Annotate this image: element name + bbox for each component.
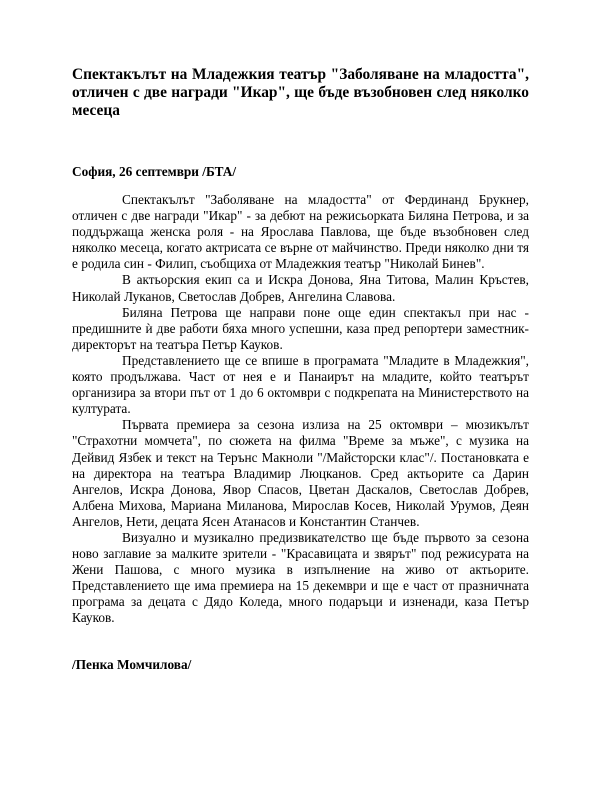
article-paragraph: Визуално и музикално предизвикателство ще бъде първото за сезона ново заглавие за малките зрители - "Красавицата и звярът" под режисурата на Жени Пашова, с много музика в изпълнение на живо от актьорите. Представлението ще има премиера на 15 декември и ще е част от празничната програма за децата с Дядо Коледа, много подаръци и изненади, каза Петър Кауков.	[72, 529, 529, 626]
article-signature: /Пенка Момчилова/	[72, 656, 192, 672]
article-paragraph: В актьорския екип са и Искра Донова, Яна Титова, Малин Кръстев, Николай Луканов, Светослав Добрев, Ангелина Славова.	[72, 272, 529, 304]
article-paragraph: Биляна Петрова ще направи поне още един спектакъл при нас - предишните ѝ две работи бяха много успешни, каза пред репортери заместник-директорът на театъра Петър Кауков.	[72, 304, 529, 352]
document-page	[72, 66, 529, 673]
article-dateline: София, 26 септември /БТА/	[72, 164, 237, 179]
article-paragraph: Спектакълът "Заболяване на младостта" от Фердинанд Брукнер, отличен с две награди "Икар" - за дебют на режисьорката Биляна Петрова, и за поддържаща женска роля - на Ярослава Павлова, ще бъде възобновен след няколко месеца, когато актрисата се върне от майчинство. Преди няколко дни тя е родила син - Филип, съобщиха от Младежкия театър "Николай Бинев".	[72, 192, 529, 272]
article-paragraph: Представлението ще се впише в програмата "Младите в Младежкия", която продължава. Част от нея е и Панаирът на младите, който театърът организира за втори път от 1 до 6 октомври с подкрепата на Министерството на културата.	[72, 352, 529, 417]
article-body	[72, 192, 529, 627]
article-headline: Спектакълът на Младежкия театър "Заболяване на младостта", отличен с две награди "Икар", ще бъде възобновен след няколко месеца	[72, 66, 529, 119]
article-paragraph: Първата премиера за сезона излиза на 25 октомври – мюзикълът "Страхотни момчета", по сюжета на филма "Време за мъже", с музика на Дейвид Язбек и текст на Терънс Макноли "/Майсторски клас"/. Постановката е на директора на театъра Владимир Люцканов. Сред актьорите са Дарин Ангелов, Искра Донова, Явор Спасов, Цветан Даскалов, Светослав Добрев, Албена Михова, Мариана Миланова, Мирослав Косев, Николай Урумов, Деян Ангелов, Нети, децата Ясен Атанасов и Константин Станчев.	[72, 417, 529, 529]
